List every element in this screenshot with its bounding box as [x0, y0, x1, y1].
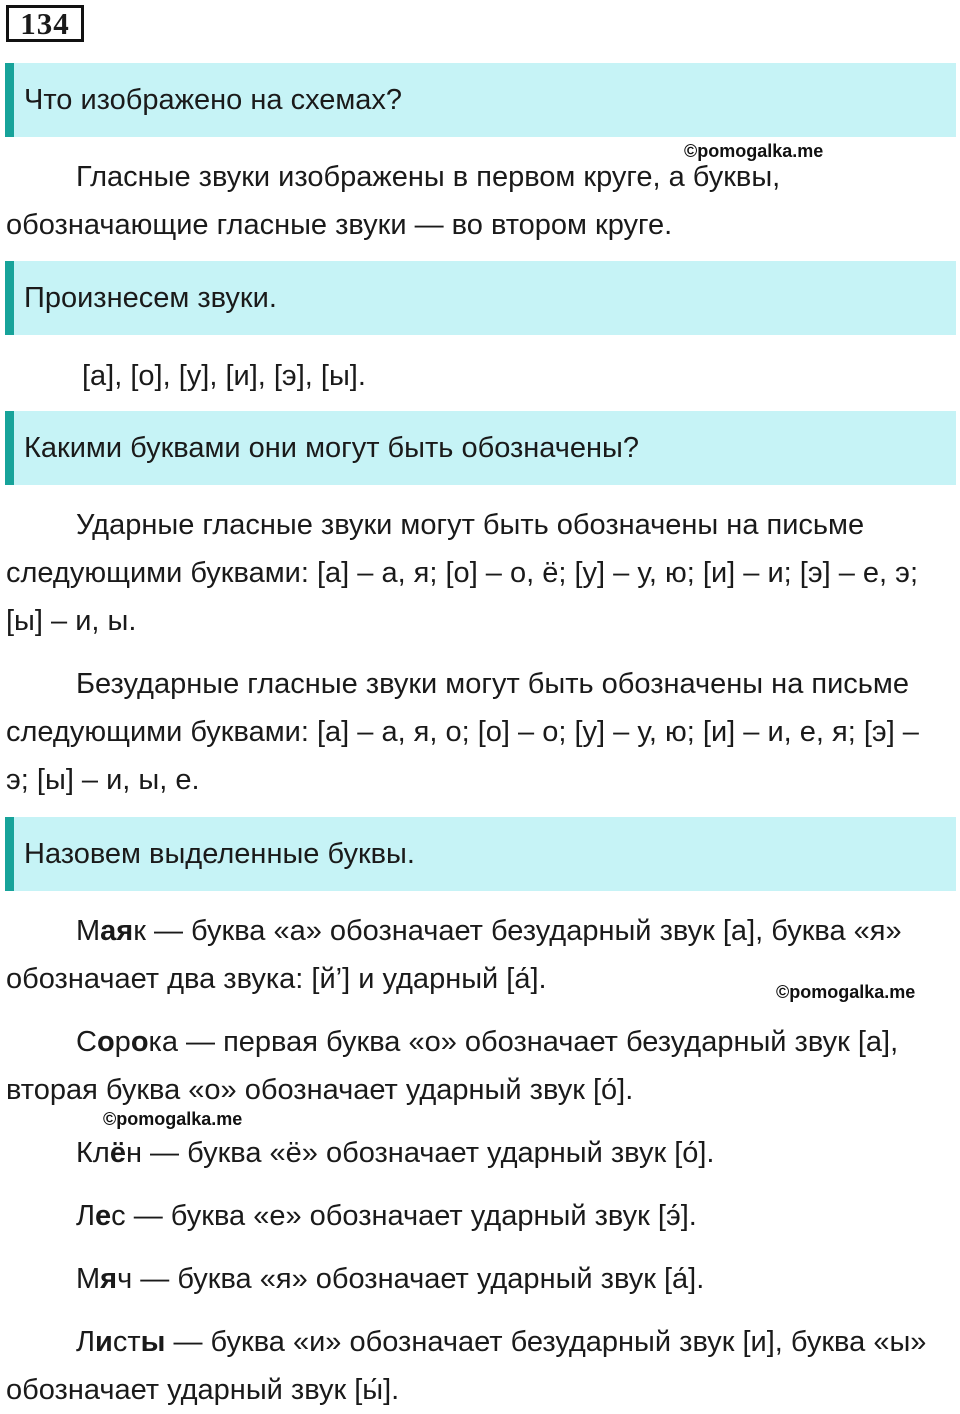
word-part: Л: [76, 1200, 96, 1232]
question-3-text: Какими буквами они могут быть обозначены?: [24, 431, 640, 464]
word-soroka: [6, 1018, 946, 1114]
answer-1-text: Гласные звуки изображены в первом круге, а буквы, обозначающие гласные звуки — во втором круге.: [6, 161, 781, 241]
answer-1: [6, 153, 946, 249]
question-2-text: Произнесем звуки.: [24, 281, 277, 314]
question-2: [5, 261, 956, 335]
word-part: М: [76, 1263, 101, 1295]
watermark: ©pomogalka.me: [684, 141, 824, 161]
highlighted-letter: ё: [109, 1137, 126, 1169]
highlighted-letter: о: [96, 1026, 115, 1058]
explanation: — буква «и» обозначает безударный звук [и], буква «ы» обозначает ударный звук [ы́].: [6, 1326, 927, 1406]
question-1-text: Что изображено на схемах?: [24, 83, 403, 116]
word-klyon: [6, 1129, 946, 1177]
word-part: Л: [76, 1326, 96, 1358]
watermark: ©pomogalka.me: [776, 982, 916, 1002]
highlighted-letter: ы: [140, 1326, 166, 1358]
word-listy: [6, 1318, 946, 1414]
answer-2-text: [а], [о], [у], [и], [э], [ы].: [82, 360, 366, 392]
explanation: — буква «а» обозначает безударный звук [а], буква «я» обозначает два звука: [й’] и ударный [а́].: [6, 915, 902, 995]
explanation: — буква «е» обозначает ударный звук [э́].: [125, 1200, 697, 1232]
answer-3b: [6, 660, 946, 804]
highlighted-letter: ая: [100, 915, 134, 947]
question-3: [5, 411, 956, 485]
answer-3a-text: Ударные гласные звуки могут быть обозначены на письме следующими буквами: [а] – а, я; [о] – о, ё; [у] – у, ю; [и] – и; [э] – е, э; [ы] – и, ы.: [6, 509, 919, 637]
word-part: к: [133, 915, 146, 947]
word-part: М: [76, 915, 101, 947]
question-1: [5, 63, 956, 137]
task-number: 134: [6, 5, 84, 42]
highlighted-letter: и: [95, 1326, 113, 1358]
word-part: н: [125, 1137, 142, 1169]
explanation: — буква «ё» обозначает ударный звук [о́].: [141, 1137, 715, 1169]
word-part: ка: [148, 1026, 178, 1058]
answer-3a: [6, 501, 946, 645]
word-part: С: [76, 1026, 97, 1058]
word-part: ст: [112, 1326, 141, 1358]
word-part: Кл: [76, 1137, 110, 1169]
answer-3b-text: Безударные гласные звуки могут быть обозначены на письме следующими буквами: [а] – а, я, о; [о] – о; [у] – у, ю; [и] – и, е, я; [э] – э; [ы] – и, ы, е.: [6, 668, 919, 796]
question-4: [5, 817, 956, 891]
word-les: [6, 1192, 946, 1240]
question-4-text: Назовем выделенные буквы.: [24, 837, 415, 870]
answer-2: [82, 352, 960, 400]
word-myach: [6, 1255, 946, 1303]
explanation: — буква «я» обозначает ударный звук [а́].: [132, 1263, 705, 1295]
watermark: ©pomogalka.me: [103, 1109, 243, 1129]
explanation: — первая буква «о» обозначает безударный звук [а], вторая буква «о» обозначает ударный звук [о́].: [6, 1026, 899, 1106]
highlighted-letter: е: [95, 1200, 112, 1232]
highlighted-letter: о: [130, 1026, 149, 1058]
highlighted-letter: я: [100, 1263, 118, 1295]
word-part: р: [114, 1026, 131, 1058]
word-part: ч: [117, 1263, 133, 1295]
word-part: с: [111, 1200, 126, 1232]
